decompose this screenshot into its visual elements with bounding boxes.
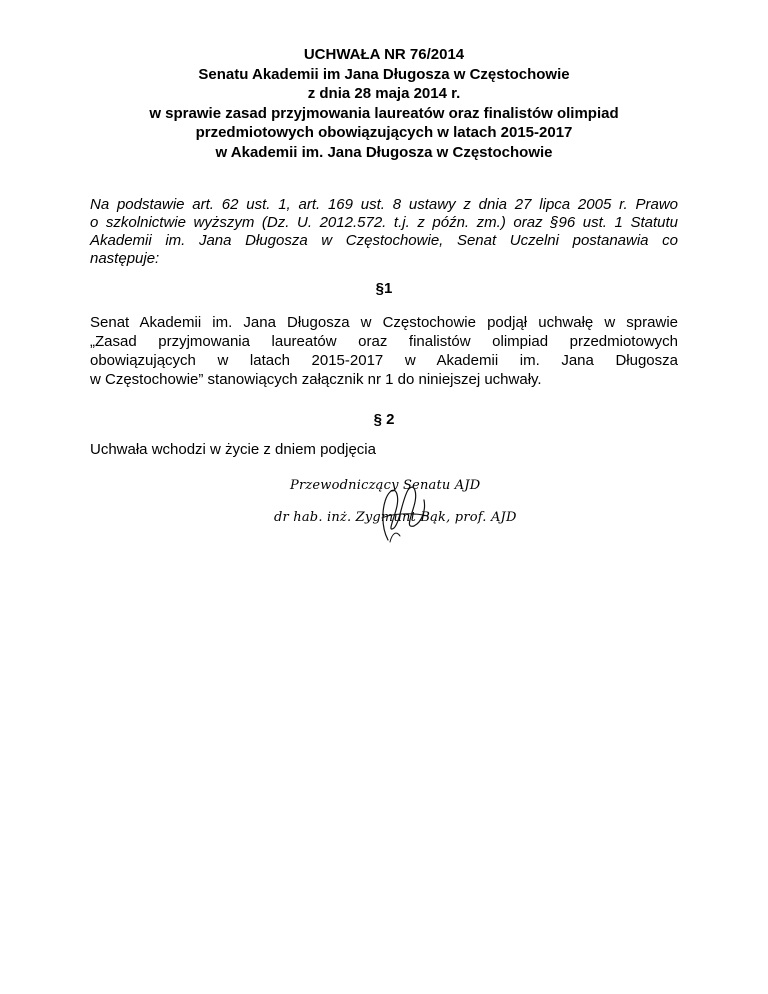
preamble-line: następuje: <box>90 250 160 267</box>
preamble-line: o szkolnictwie wyższym (Dz. U. 2012.572. t.j. z późn. zm.) oraz §96 ust. 1 Statutu <box>90 214 678 231</box>
section-2-text <box>90 440 678 459</box>
title-line-subject-2: przedmiotowych obowiązujących w latach 2015-2017 <box>195 124 573 141</box>
section-2-mark: § 2 <box>373 411 395 428</box>
title-line-subject-1: w sprawie zasad przyjmowania laureatów oraz finalistów olimpiad <box>149 104 619 122</box>
section-1-mark: §1 <box>375 280 393 297</box>
handwritten-signature <box>330 470 450 550</box>
preamble-line: Na podstawie art. 62 ust. 1, art. 169 ust. 8 ustawy z dnia 27 lipca 2005 r. Prawo <box>90 196 678 213</box>
preamble-line: Akademii im. Jana Długosza w Częstochowie, Senat Uczelni postanawia co <box>90 232 678 249</box>
resolution-title <box>60 45 708 162</box>
title-line-issuer: Senatu Akademii im Jana Długosza w Częstochowie <box>198 65 570 83</box>
title-line-subject-3: w Akademii im. Jana Długosza w Częstochowie <box>215 143 553 161</box>
signatory-title: Przewodniczący Senatu AJD <box>290 478 481 493</box>
section-1-text <box>90 313 678 389</box>
section-1-line: „Zasad przyjmowania laureatów oraz finalistów olimpiad przedmiotowych <box>90 333 678 350</box>
section-1-line: Senat Akademii im. Jana Długosza w Częstochowie podjął uchwałę w sprawie <box>90 314 678 331</box>
title-line-number: UCHWAŁA NR 76/2014 <box>303 46 465 63</box>
section-1-line: w Częstochowie” stanowiących załącznik nr 1 do niniejszej uchwały. <box>90 371 542 388</box>
signature-stamp <box>260 470 520 550</box>
title-line-date: z dnia 28 maja 2014 r. <box>307 85 461 102</box>
section-2-line: Uchwała wchodzi w życie z dniem podjęcia <box>90 441 376 458</box>
section-1-line: obowiązujących w latach 2015-2017 w Akademii im. Jana Długosza <box>90 352 678 369</box>
legal-basis-preamble <box>90 196 678 268</box>
signatory-name: dr hab. inż. Zygmunt Bąk, prof. AJD <box>274 510 517 525</box>
